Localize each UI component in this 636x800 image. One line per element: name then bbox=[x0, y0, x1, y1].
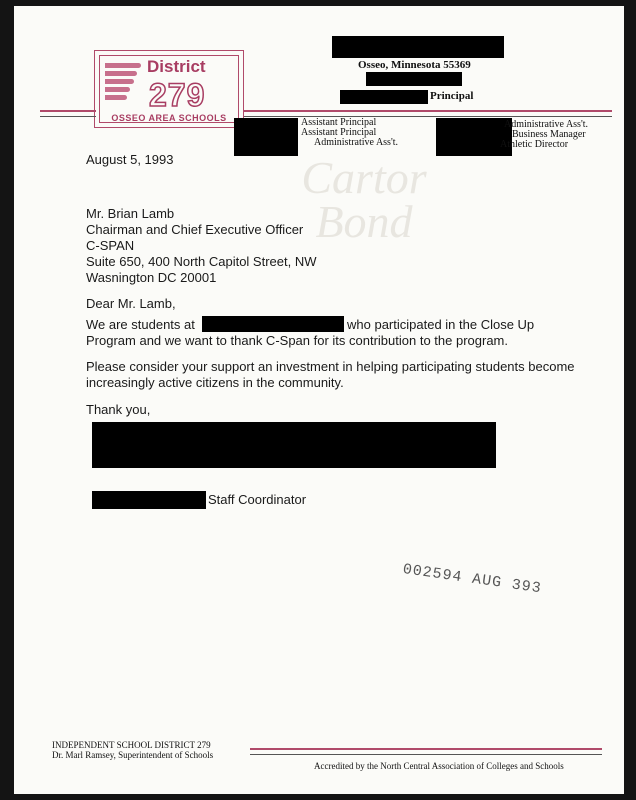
letter-page bbox=[14, 6, 624, 794]
logo-books-icon bbox=[105, 63, 141, 103]
received-date-stamp: 002594 AUG 393 bbox=[401, 561, 543, 598]
redacted-principal-name bbox=[340, 90, 428, 104]
recipient-line-3: C-SPAN bbox=[86, 238, 135, 253]
logo-word: District bbox=[147, 57, 206, 76]
logo-number: 279 bbox=[149, 77, 206, 113]
redacted-staff-names-left bbox=[234, 118, 298, 156]
coordinator-title: Staff Coordinator bbox=[208, 492, 307, 507]
logo-subtitle: OSSEO AREA SCHOOLS bbox=[111, 113, 227, 123]
header-rule-right bbox=[244, 110, 612, 117]
redacted-signatures bbox=[92, 422, 496, 468]
district-logo bbox=[94, 50, 244, 128]
redacted-street-address bbox=[332, 36, 504, 58]
closing: Thank you, bbox=[86, 402, 151, 417]
paragraph1-start: We are students at bbox=[86, 317, 195, 332]
letter-date: August 5, 1993 bbox=[86, 152, 174, 167]
recipient-line-4: Suite 650, 400 North Capitol Street, NW bbox=[86, 254, 317, 269]
paragraph2-line1: Please consider your support an investment in helping participating students become bbox=[86, 359, 575, 374]
recipient-line-2: Chairman and Chief Executive Officer bbox=[86, 222, 304, 237]
footer-accreditation: Accredited by the North Central Association of Colleges and Schools bbox=[314, 761, 564, 771]
staff-title-left-2: Assistant Principal bbox=[301, 127, 377, 138]
footer-district: INDEPENDENT SCHOOL DISTRICT 279 bbox=[52, 740, 211, 750]
recipient-line-1: Mr. Brian Lamb bbox=[86, 206, 175, 221]
address-city: Osseo, Minnesota 55369 bbox=[358, 59, 471, 71]
salutation: Dear Mr. Lamb, bbox=[86, 296, 176, 311]
footer-rule bbox=[250, 748, 602, 755]
redacted-staff-names-right bbox=[436, 118, 512, 156]
redacted-phone bbox=[366, 72, 462, 86]
paper-watermark: Cartor Bond bbox=[301, 152, 427, 247]
principal-title: Principal bbox=[430, 90, 474, 102]
paragraph2-line2: increasingly active citizens in the community. bbox=[86, 375, 344, 390]
redacted-school-name bbox=[202, 316, 344, 332]
staff-title-left-1: Assistant Principal bbox=[301, 117, 377, 128]
paragraph1-line2: Program and we want to thank C-Span for its contribution to the program. bbox=[86, 333, 508, 348]
recipient-line-5: Wasnington DC 20001 bbox=[86, 270, 217, 285]
header-rule-left bbox=[40, 110, 96, 117]
paragraph1-end: who participated in the Close Up bbox=[347, 317, 535, 332]
staff-title-right-1: Administrative Ass't. bbox=[504, 119, 589, 130]
staff-title-right-2: Business Manager bbox=[512, 129, 586, 140]
staff-title-right-3: Athletic Director bbox=[500, 139, 569, 150]
footer-superintendent: Dr. Marl Ramsey, Superintendent of Schools bbox=[52, 750, 214, 760]
redacted-coordinator-name bbox=[92, 491, 206, 509]
staff-title-left-3: Administrative Ass't. bbox=[314, 137, 399, 148]
